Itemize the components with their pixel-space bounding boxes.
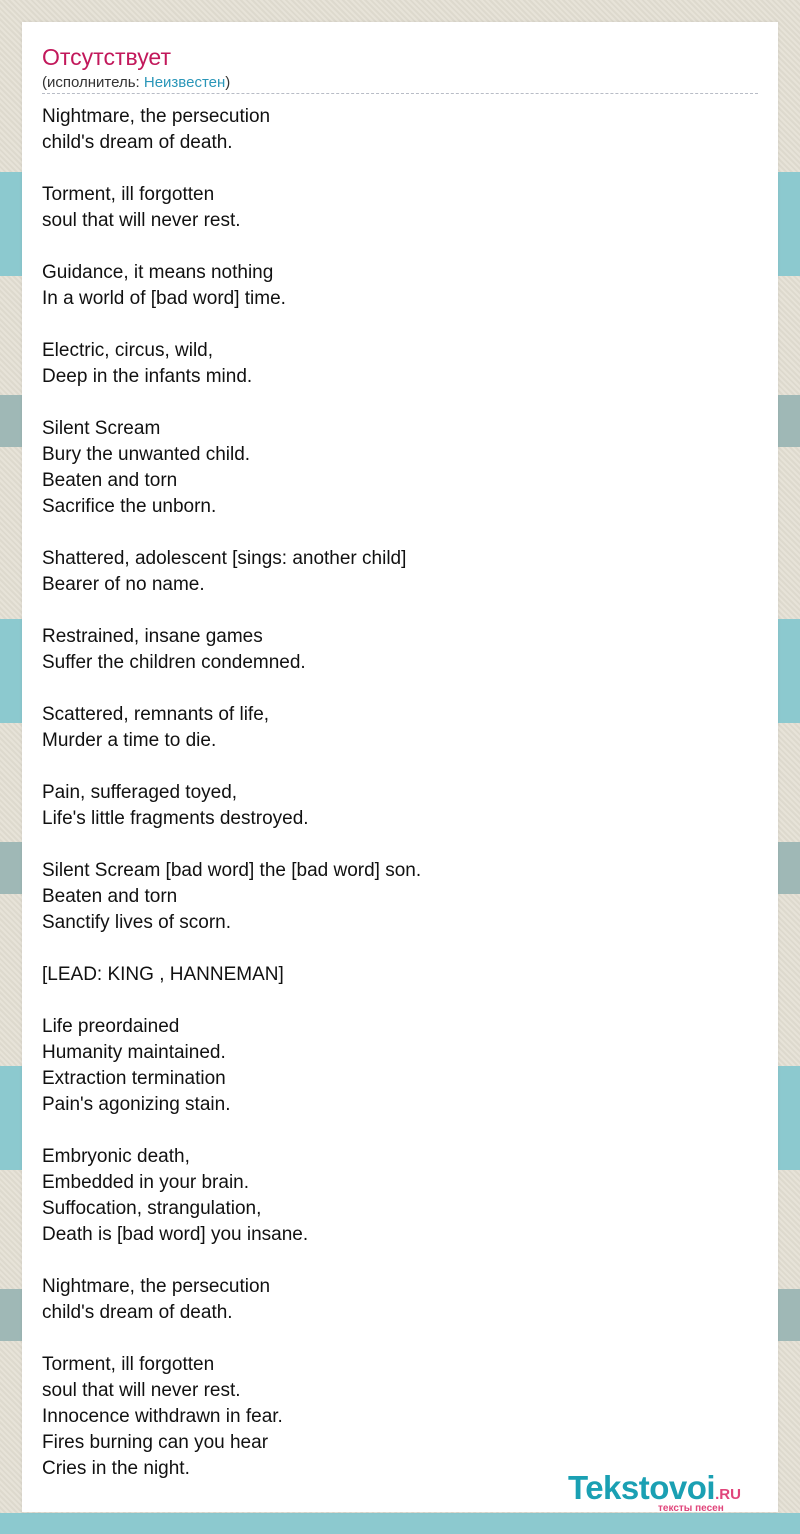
stanza-gap (42, 832, 421, 858)
lyric-line: Sanctify lives of scorn. (42, 912, 232, 933)
lyric-line: Silent Scream (42, 418, 161, 439)
stanza-gap (42, 598, 421, 624)
lyric-line: Bury the unwanted child. (42, 444, 251, 465)
artist-suffix: ) (225, 74, 231, 91)
logo-subtitle: тексты песен (658, 1503, 724, 1514)
lyric-line: Silent Scream [bad word] the [bad word] son. (42, 860, 422, 881)
stanza-gap (42, 754, 421, 780)
lyric-line: child's dream of death. (42, 132, 233, 153)
logo-tld: .RU (715, 1486, 741, 1503)
lyric-line: Cries in the night. (42, 1458, 190, 1479)
stanza-gap (42, 1248, 421, 1274)
lyric-line: Murder a time to die. (42, 730, 217, 751)
lyric-line: Restrained, insane games (42, 626, 263, 647)
site-logo[interactable] (568, 1469, 778, 1517)
stanza-gap (42, 234, 421, 260)
lyric-line: Torment, ill forgotten (42, 184, 215, 205)
logo-main-text: Tekstovoi (568, 1469, 716, 1506)
lyric-line: Suffocation, strangulation, (42, 1198, 262, 1219)
lyric-line: Electric, circus, wild, (42, 340, 214, 361)
lyric-line: Sacrifice the unborn. (42, 496, 217, 517)
lyric-line: Deep in the infants mind. (42, 366, 253, 387)
lyrics-card (22, 22, 778, 1512)
stanza-gap (42, 156, 421, 182)
artist-line (42, 74, 758, 94)
stanza-gap (42, 1326, 421, 1352)
lyric-line: Extraction termination (42, 1068, 226, 1089)
stanza-gap (42, 390, 421, 416)
artist-link[interactable]: Неизвестен (143, 74, 226, 91)
stanza-gap (42, 988, 421, 1014)
lyric-line: Guidance, it means nothing (42, 262, 274, 283)
lyric-line: Pain, sufferaged toyed, (42, 782, 238, 803)
stanza-gap (42, 312, 421, 338)
lyric-line: Nightmare, the persecution (42, 1276, 271, 1297)
lyric-line: Death is [bad word] you insane. (42, 1224, 309, 1245)
stanza-gap (42, 1118, 421, 1144)
lyric-line: soul that will never rest. (42, 1380, 241, 1401)
lyric-line: Life preordained (42, 1016, 180, 1037)
lyric-line: Bearer of no name. (42, 574, 205, 595)
lyric-line: child's dream of death. (42, 1302, 233, 1323)
lyric-line: Pain's agonizing stain. (42, 1094, 231, 1115)
stanza-gap (42, 676, 421, 702)
lyric-line: Beaten and torn (42, 886, 178, 907)
stanza-gap (42, 520, 421, 546)
stanza-gap (42, 936, 421, 962)
lyric-line: Scattered, remnants of life, (42, 704, 270, 725)
lyric-line: Beaten and torn (42, 470, 178, 491)
lyric-line: Embedded in your brain. (42, 1172, 250, 1193)
lyrics-text (42, 104, 421, 1482)
artist-prefix: (исполнитель: (42, 74, 144, 91)
lyric-line: Torment, ill forgotten (42, 1354, 215, 1375)
lyric-line: In a world of [bad word] time. (42, 288, 286, 309)
lyric-line: Suffer the children condemned. (42, 652, 306, 673)
lyric-line: [LEAD: KING , HANNEMAN] (42, 964, 284, 985)
lyric-line: Fires burning can you hear (42, 1432, 269, 1453)
lyric-line: Nightmare, the persecution (42, 106, 271, 127)
lyric-line: soul that will never rest. (42, 210, 241, 231)
lyric-line: Innocence withdrawn in fear. (42, 1406, 283, 1427)
song-title: Отсутствует (42, 44, 171, 70)
lyric-line: Life's little fragments destroyed. (42, 808, 309, 829)
lyric-line: Humanity maintained. (42, 1042, 226, 1063)
lyric-line: Embryonic death, (42, 1146, 190, 1167)
lyric-line: Shattered, adolescent [sings: another child] (42, 548, 407, 569)
